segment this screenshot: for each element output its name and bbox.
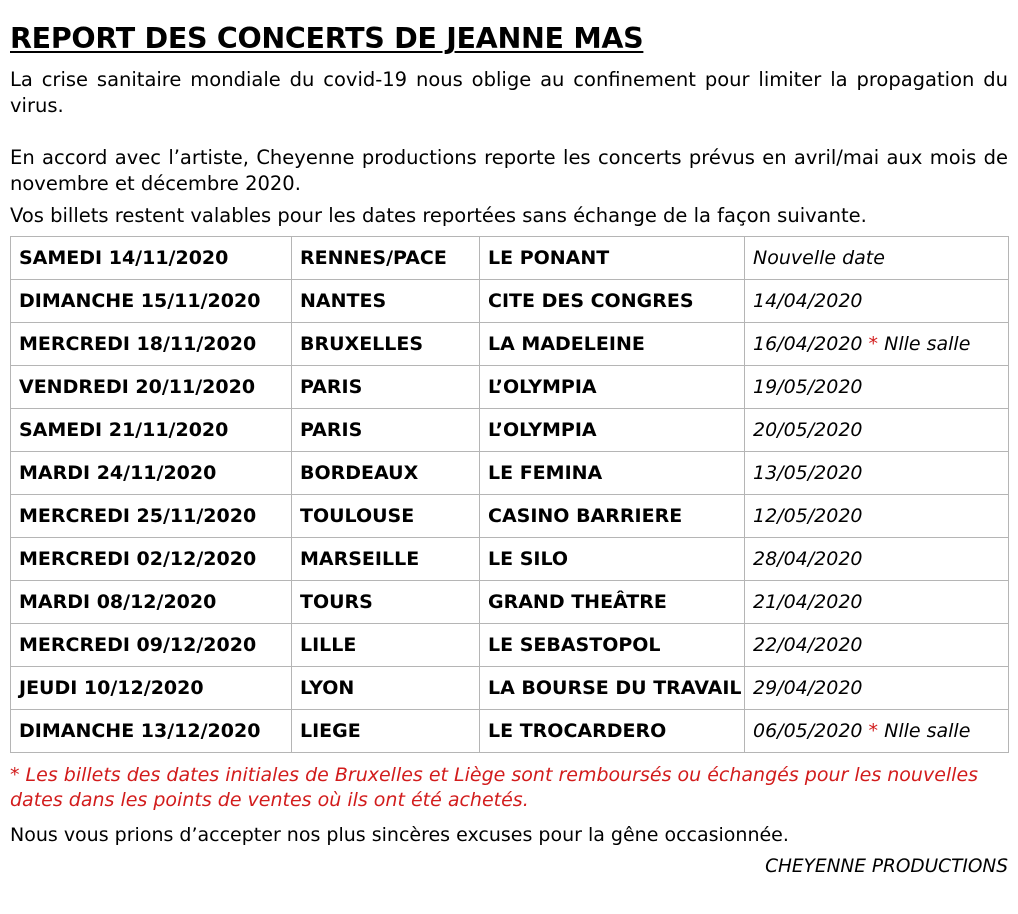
table-row: [11, 366, 1009, 409]
new-date-cell: SAMEDI 21/11/2020: [11, 409, 292, 452]
original-date-text: 22/04/2020: [753, 634, 863, 656]
original-date-text: Nouvelle date: [753, 247, 885, 269]
page-title: REPORT DES CONCERTS DE JEANNE MAS: [10, 22, 644, 55]
table-row: [11, 624, 1009, 667]
venue-cell: LE FEMINA: [480, 452, 745, 495]
new-venue-note: Nlle salle: [884, 720, 971, 742]
new-date-cell: JEUDI 10/12/2020: [11, 667, 292, 710]
table-row: [11, 409, 1009, 452]
city-cell: PARIS: [292, 366, 480, 409]
original-date-cell: [745, 323, 1009, 366]
city-cell: LILLE: [292, 624, 480, 667]
city-cell: PARIS: [292, 409, 480, 452]
original-date-cell: [745, 409, 1009, 452]
table-row: [11, 581, 1009, 624]
original-date-cell: [745, 366, 1009, 409]
original-date-cell: [745, 538, 1009, 581]
original-date-text: 20/05/2020: [753, 419, 863, 441]
venue-cell: LE TROCARDERO: [480, 710, 745, 753]
original-date-text: 28/04/2020: [753, 548, 863, 570]
original-date-text: 12/05/2020: [753, 505, 863, 527]
original-date-cell: [745, 667, 1009, 710]
concert-dates-table: [10, 236, 1009, 753]
venue-cell: L’OLYMPIA: [480, 366, 745, 409]
venue-cell: LA BOURSE DU TRAVAIL: [480, 667, 745, 710]
tickets-paragraph: Vos billets restent valables pour les dates reportées sans échange de la façon suivante.: [10, 204, 867, 227]
new-date-cell: MERCREDI 25/11/2020: [11, 495, 292, 538]
apology-text: Nous vous prions d’accepter nos plus sincères excuses pour la gêne occasionnée.: [10, 824, 789, 846]
original-date-text: 13/05/2020: [753, 462, 863, 484]
original-date-text: 29/04/2020: [753, 677, 863, 699]
city-cell: LYON: [292, 667, 480, 710]
city-cell: LIEGE: [292, 710, 480, 753]
new-date-cell: DIMANCHE 15/11/2020: [11, 280, 292, 323]
signature: CHEYENNE PRODUCTIONS: [765, 856, 1008, 877]
table-row: [11, 710, 1009, 753]
venue-cell: LE PONANT: [480, 237, 745, 280]
new-date-cell: MARDI 24/11/2020: [11, 452, 292, 495]
table-row: [11, 667, 1009, 710]
original-date-text: 16/04/2020: [753, 333, 863, 355]
city-cell: MARSEILLE: [292, 538, 480, 581]
city-cell: TOULOUSE: [292, 495, 480, 538]
table-row: [11, 237, 1009, 280]
footnote: * Les billets des dates initiales de Bruxelles et Liège sont remboursés ou échangés pour les nouvelles dates dans les points de ventes où ils ont été achetés.: [10, 764, 979, 811]
original-date-text: 21/04/2020: [753, 591, 863, 613]
city-cell: NANTES: [292, 280, 480, 323]
intro-paragraph: La crise sanitaire mondiale du covid-19 nous oblige au confinement pour limiter la propagation du virus.: [10, 68, 1008, 117]
postponement-paragraph: En accord avec l’artiste, Cheyenne productions reporte les concerts prévus en avril/mai aux mois de novembre et décembre 2020.: [10, 146, 1008, 195]
table-row: [11, 280, 1009, 323]
asterisk-mark: *: [862, 720, 885, 742]
new-date-cell: MERCREDI 02/12/2020: [11, 538, 292, 581]
table-row: [11, 495, 1009, 538]
city-cell: BORDEAUX: [292, 452, 480, 495]
original-date-cell: [745, 280, 1009, 323]
city-cell: RENNES/PACE: [292, 237, 480, 280]
city-cell: BRUXELLES: [292, 323, 480, 366]
new-date-cell: SAMEDI 14/11/2020: [11, 237, 292, 280]
document-page: [10, 0, 1008, 879]
original-date-text: 06/05/2020: [753, 720, 863, 742]
new-date-cell: MERCREDI 18/11/2020: [11, 323, 292, 366]
new-date-cell: DIMANCHE 13/12/2020: [11, 710, 292, 753]
new-date-cell: MARDI 08/12/2020: [11, 581, 292, 624]
original-date-cell: [745, 452, 1009, 495]
new-venue-note: Nlle salle: [884, 333, 971, 355]
table-row: [11, 452, 1009, 495]
original-date-cell: [745, 581, 1009, 624]
table-row: [11, 538, 1009, 581]
venue-cell: LE SILO: [480, 538, 745, 581]
original-date-cell: [745, 624, 1009, 667]
venue-cell: CASINO BARRIERE: [480, 495, 745, 538]
original-date-text: 19/05/2020: [753, 376, 863, 398]
asterisk-mark: *: [862, 333, 885, 355]
venue-cell: CITE DES CONGRES: [480, 280, 745, 323]
venue-cell: LA MADELEINE: [480, 323, 745, 366]
venue-cell: GRAND THEÂTRE: [480, 581, 745, 624]
city-cell: TOURS: [292, 581, 480, 624]
original-date-cell: [745, 495, 1009, 538]
table-row: [11, 323, 1009, 366]
original-date-cell: [745, 237, 1009, 280]
venue-cell: LE SEBASTOPOL: [480, 624, 745, 667]
original-date-cell: [745, 710, 1009, 753]
venue-cell: L’OLYMPIA: [480, 409, 745, 452]
new-date-cell: VENDREDI 20/11/2020: [11, 366, 292, 409]
original-date-text: 14/04/2020: [753, 290, 863, 312]
concert-rows: [11, 237, 1009, 753]
new-date-cell: MERCREDI 09/12/2020: [11, 624, 292, 667]
